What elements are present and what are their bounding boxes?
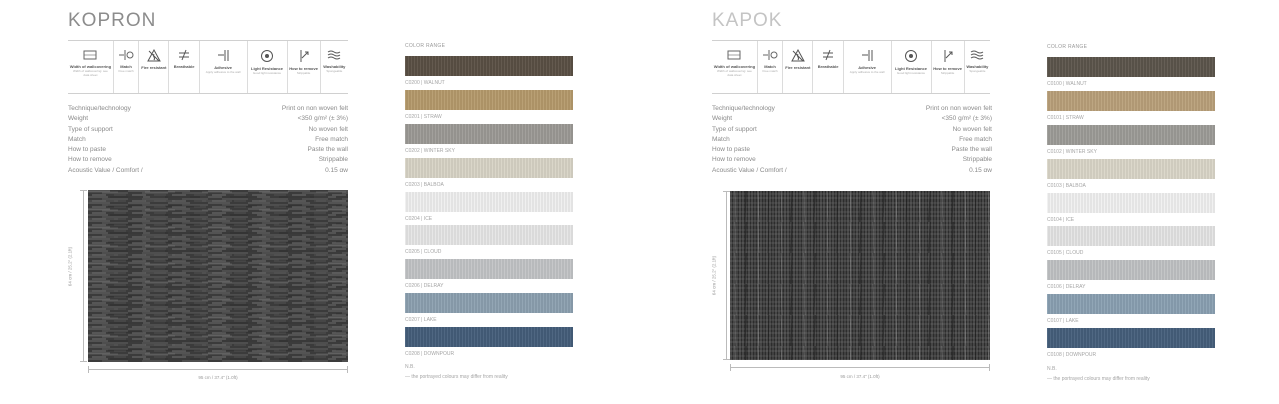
width-dimension-line xyxy=(730,364,990,372)
spec-key: Type of support xyxy=(68,125,113,133)
feature-label: Match xyxy=(120,64,132,69)
feature-adhesive xyxy=(844,41,892,93)
feature-sublabel: Strippable xyxy=(296,71,311,75)
feature-label: Fire resistant xyxy=(785,65,811,70)
feature-sublabel: Apply adhesive to the wall xyxy=(849,70,885,74)
spec-value: 0.15 αw xyxy=(325,166,348,174)
feature-light xyxy=(248,41,288,93)
spec-value: No woven felt xyxy=(952,125,992,133)
spec-value: <350 g/m² (± 3%) xyxy=(941,115,992,123)
width-roll-icon xyxy=(727,49,741,61)
spec-row xyxy=(68,114,348,124)
product-panel-kapok xyxy=(642,0,1279,404)
spec-table xyxy=(712,104,992,176)
width-dimension-label: 95 cm / 37.4" (1.0ft) xyxy=(840,374,880,379)
product-title: KAPOK xyxy=(712,10,783,31)
swatch-label: C0108 | DOWNPOUR xyxy=(1047,352,1097,358)
height-dimension-line xyxy=(80,190,88,362)
product-title: KOPRON xyxy=(68,10,157,31)
feature-sublabel: Width of wallcovering: see data sheet xyxy=(716,69,752,77)
spec-key: Type of support xyxy=(712,125,757,133)
match-icon xyxy=(118,49,134,61)
spec-row xyxy=(712,125,992,135)
spec-key: Technique/technology xyxy=(68,105,131,112)
color-swatch[interactable] xyxy=(405,192,573,212)
feature-remove xyxy=(932,41,965,93)
spec-key: How to paste xyxy=(68,146,106,154)
feature-fire xyxy=(783,41,813,93)
spec-row xyxy=(712,166,992,176)
spec-value: Print on non woven felt xyxy=(281,105,348,112)
spec-row xyxy=(68,125,348,135)
feature-icons-row xyxy=(68,40,348,94)
color-swatch[interactable] xyxy=(1047,91,1215,111)
spec-key: Acoustic Value / Comfort / xyxy=(68,166,143,174)
color-swatch[interactable] xyxy=(1047,328,1215,348)
spec-row xyxy=(68,155,348,165)
adhesive-icon xyxy=(215,49,231,62)
feature-label: Width of wallcovering xyxy=(69,64,112,69)
spec-row xyxy=(712,155,992,165)
breathable-icon xyxy=(821,49,835,61)
spec-row xyxy=(712,114,992,124)
feature-breathable xyxy=(169,41,199,93)
spec-value: Paste the wall xyxy=(307,146,348,154)
swatch-label: C0201 | STRAW xyxy=(405,114,442,120)
texture-sample-kopron xyxy=(88,190,348,362)
spec-row xyxy=(712,104,992,114)
feature-label: Match xyxy=(764,64,776,69)
color-swatch[interactable] xyxy=(1047,57,1215,77)
color-swatch[interactable] xyxy=(1047,260,1215,280)
color-swatch[interactable] xyxy=(1047,125,1215,145)
swatch-label: C0102 | WINTER SKY xyxy=(1047,149,1097,155)
swatch-label: C0104 | ICE xyxy=(1047,217,1075,223)
color-swatch[interactable] xyxy=(1047,193,1215,213)
feature-label: How to remove xyxy=(933,66,962,71)
spec-key: How to paste xyxy=(712,146,750,154)
note-nb: N.B. xyxy=(405,364,415,370)
spec-row xyxy=(68,166,348,176)
feature-sublabel: Strippable xyxy=(940,71,955,75)
spec-key: How to remove xyxy=(712,156,756,164)
spec-row xyxy=(68,145,348,155)
remove-icon xyxy=(942,49,954,63)
note-nb: N.B. xyxy=(1047,366,1057,372)
adhesive-icon xyxy=(859,49,875,62)
swatch-label: C0205 | CLOUD xyxy=(405,249,442,255)
feature-adhesive xyxy=(200,41,248,93)
spec-value: <350 g/m² (± 3%) xyxy=(297,115,348,123)
breathable-icon xyxy=(177,49,191,61)
spec-row xyxy=(712,145,992,155)
feature-wash xyxy=(965,41,990,93)
swatch-label: C0106 | DELRAY xyxy=(1047,284,1086,290)
swatch-label: C0103 | BALBOA xyxy=(1047,183,1086,189)
feature-width xyxy=(712,41,758,93)
spec-value: Strippable xyxy=(318,156,348,164)
feature-label: Breathable xyxy=(817,64,839,69)
feature-icons-row xyxy=(712,40,990,94)
swatch-label: C0105 | CLOUD xyxy=(1047,250,1084,256)
feature-label: Light Resistance xyxy=(251,66,284,71)
spec-key: Weight xyxy=(712,115,733,123)
feature-sublabel: Width of wallcovering: see data sheet xyxy=(72,69,108,77)
width-dimension-label: 95 cm / 37.4" (1.0ft) xyxy=(198,375,238,380)
spec-value: Free match xyxy=(315,135,348,143)
color-swatch[interactable] xyxy=(405,158,573,178)
feature-sublabel: Free match xyxy=(762,69,778,73)
color-swatch[interactable] xyxy=(405,293,573,313)
feature-light xyxy=(892,41,932,93)
spec-key: Weight xyxy=(68,115,89,123)
swatch-label: C0207 | LAKE xyxy=(405,317,437,323)
color-range-title: COLOR RANGE xyxy=(1047,44,1088,50)
texture-sample-kapok xyxy=(730,191,990,360)
width-roll-icon xyxy=(83,49,97,61)
color-swatch[interactable] xyxy=(1047,226,1215,246)
feature-label: Light Resistance xyxy=(895,66,928,71)
feature-match xyxy=(758,41,783,93)
feature-label: Width of wallcovering xyxy=(713,64,756,69)
feature-sublabel: Spongeable xyxy=(969,69,986,73)
spec-row xyxy=(68,135,348,145)
color-range-title: COLOR RANGE xyxy=(405,43,446,49)
color-swatch[interactable] xyxy=(1047,159,1215,179)
match-icon xyxy=(762,49,778,61)
spec-key: Match xyxy=(712,135,730,143)
feature-match xyxy=(114,41,139,93)
feature-wash xyxy=(321,41,348,93)
color-swatch[interactable] xyxy=(405,90,573,110)
texture-kopron xyxy=(88,190,348,362)
width-dimension-line xyxy=(88,366,348,374)
swatch-label: C0100 | WALNUT xyxy=(1047,81,1087,87)
feature-sublabel: Good light resistance xyxy=(896,71,926,75)
spec-key: Match xyxy=(68,135,86,143)
spec-value: Free match xyxy=(959,135,992,143)
spec-key: Technique/technology xyxy=(712,105,775,112)
swatch-label: C0208 | DOWNPOUR xyxy=(405,351,455,357)
color-swatch[interactable] xyxy=(405,225,573,245)
spec-row xyxy=(712,135,992,145)
feature-label: Washability xyxy=(323,64,346,69)
fire-icon xyxy=(147,49,161,62)
spec-table xyxy=(68,104,348,176)
spec-value: No woven felt xyxy=(308,125,348,133)
spec-row xyxy=(68,104,348,114)
swatch-label: C0203 | BALBOA xyxy=(405,182,444,188)
spec-key: Acoustic Value / Comfort / xyxy=(712,166,787,174)
swatch-label: C0200 | WALNUT xyxy=(405,80,445,86)
spec-value: Paste the wall xyxy=(951,146,992,154)
feature-breathable xyxy=(813,41,843,93)
fire-icon xyxy=(791,49,805,62)
light-icon xyxy=(260,49,274,63)
feature-label: How to remove xyxy=(289,66,318,71)
feature-label: Washability xyxy=(966,64,989,69)
feature-sublabel: Apply adhesive to the wall xyxy=(205,70,241,74)
remove-icon xyxy=(298,49,310,63)
wash-icon xyxy=(970,49,984,61)
light-icon xyxy=(904,49,918,63)
color-swatch[interactable] xyxy=(405,124,573,144)
spec-value: Strippable xyxy=(962,156,992,164)
feature-sublabel: Free match xyxy=(118,69,134,73)
swatch-label: C0204 | ICE xyxy=(405,216,433,222)
feature-remove xyxy=(288,41,321,93)
feature-label: Adhesive xyxy=(858,65,877,70)
feature-label: Breathable xyxy=(173,64,195,69)
note-text: — the portrayed colours may differ from reality xyxy=(1047,376,1150,382)
height-dimension-label: 64 cm / 25.2" (2.1ft) xyxy=(711,255,717,296)
color-swatch[interactable] xyxy=(405,259,573,279)
wash-icon xyxy=(327,49,341,61)
spec-value: 0.15 αw xyxy=(969,166,992,174)
swatch-label: C0206 | DELRAY xyxy=(405,283,444,289)
swatch-label: C0202 | WINTER SKY xyxy=(405,148,455,154)
color-swatch[interactable] xyxy=(1047,294,1215,314)
feature-sublabel: Good light resistance xyxy=(252,71,282,75)
spec-value: Print on non woven felt xyxy=(925,105,992,112)
feature-label: Adhesive xyxy=(214,65,233,70)
color-swatch[interactable] xyxy=(405,56,573,76)
feature-sublabel: Spongeable xyxy=(326,69,343,73)
feature-label: Fire resistant xyxy=(141,65,167,70)
color-swatch[interactable] xyxy=(405,327,573,347)
swatch-label: C0101 | STRAW xyxy=(1047,115,1084,121)
texture-kapok xyxy=(730,191,990,360)
spec-key: How to remove xyxy=(68,156,112,164)
note-text: — the portrayed colours may differ from reality xyxy=(405,374,508,380)
swatch-label: C0107 | LAKE xyxy=(1047,318,1079,324)
feature-width xyxy=(68,41,114,93)
height-dimension-label: 64 cm / 25.2" (2.1ft) xyxy=(67,246,73,287)
feature-fire xyxy=(139,41,169,93)
